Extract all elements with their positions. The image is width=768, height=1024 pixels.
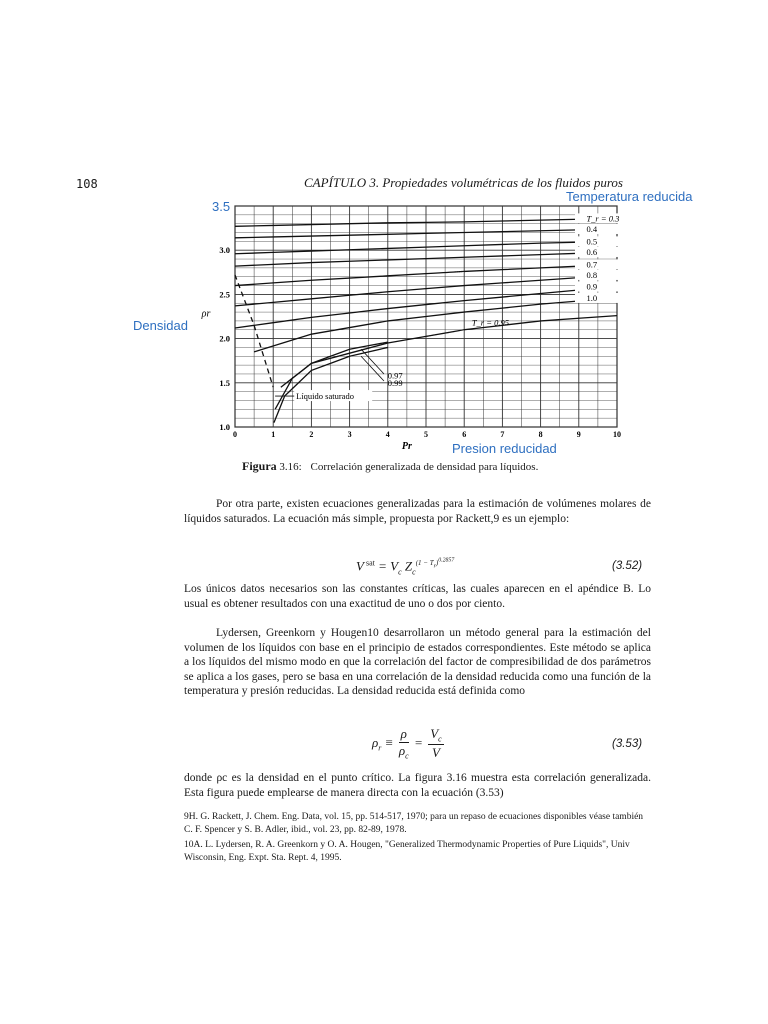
curve-1-0 xyxy=(254,298,617,352)
paragraph-4: donde ρc es la densidad en el punto crítico. La figura 3.16 muestra esta correlación generalizada. Esta figura puede emplearse de manera directa con la ecuación (3.53) xyxy=(184,772,651,799)
caption-text: Correlación generalizada de densidad para líquidos. xyxy=(310,461,539,473)
annotation-liquido-saturado: Líquido saturado xyxy=(296,391,354,402)
y-tick-label: 1.0 xyxy=(219,422,230,432)
curve-label: 0.5 xyxy=(586,236,598,247)
y-tick-label: 2.0 xyxy=(219,333,230,344)
annotation-densidad: Densidad xyxy=(133,318,188,333)
x-tick-label: 3 xyxy=(347,430,352,439)
curve-label-095: T_r = 0.95 xyxy=(471,317,509,328)
curve-label: 0.4 xyxy=(586,223,598,234)
curve-label-097: 0.97 xyxy=(387,370,403,381)
paragraph-3: Lydersen, Greenkorn y Hougen10 desarrollaron un método general para la estimación del volumen de los líquidos con base en el principio de estados correspondientes. Este método se aplica a los líquidos del mismo modo en que la correlación del factor de compresibilidad de dos parámetros se aplica a los gases, pero se basa en una correlación de la densidad reducida como una función de la temperatura y presión reducidas. La densidad reducida está definida como xyxy=(184,627,651,697)
x-tick-label: 4 xyxy=(385,430,390,439)
curve-t-r-0-95 xyxy=(281,316,617,388)
leader-099 xyxy=(361,356,384,381)
annotation-temperatura: Temperatura reducida xyxy=(566,189,693,204)
x-tick-label: 2 xyxy=(309,430,314,439)
equation-3-52: V $^{sat} = V_c$ $Z_c^{(1 - T_r)^{0.2857}}$ xyxy=(356,558,455,577)
footnote-9: 9H. G. Rackett, J. Chem. Eng. Data, vol. 15, pp. 514-517, 1970; para un repaso de ecuaciones disponibles véase también C. F. Spencer y S. B. Adler, ibid., vol. 23, pp. 82-89, 1978. xyxy=(184,812,644,835)
leader-097 xyxy=(361,349,384,374)
chart-labels xyxy=(201,213,621,452)
curve-label: 0.7 xyxy=(586,259,598,270)
equation-number-3-52: (3.52) xyxy=(612,560,643,572)
density-chart xyxy=(196,200,636,460)
annotation-top-value: 3.5 xyxy=(212,199,231,214)
x-tick-label: 0 xyxy=(233,430,237,439)
annotation-presion: Presion reducidad xyxy=(452,441,557,456)
x-tick-label: 10 xyxy=(613,430,621,439)
caption-number: 3.16: xyxy=(279,461,302,473)
curve-label: 1.0 xyxy=(586,292,598,303)
x-tick-label: 5 xyxy=(424,430,428,439)
caption-label: Figura xyxy=(242,459,277,473)
running-header: CAPÍTULO 3. Propiedades volumétricas de los fluidos puros xyxy=(304,175,623,190)
x-tick-label: 9 xyxy=(576,430,581,439)
curve-label: 0.9 xyxy=(586,281,598,292)
equation-3-53: $\rho_r$ ≡ $\frac{\rho}{\rho_c}$ = $\frac{V_c}{V}$ xyxy=(372,726,442,761)
curve-label: 0.6 xyxy=(586,246,598,257)
y-tick-label: 3.0 xyxy=(219,245,230,256)
y-tick-label: 2.5 xyxy=(219,289,230,300)
footnote-10: 10A. L. Lydersen, R. A. Greenkorn y O. A. Hougen, "Generalized Thermodynamic Properties of Pure Liquids", Univ Wisconsin, Eng. Expt. Sta. Rept. 4, 1995. xyxy=(184,840,630,863)
curve-label-099: 0.99 xyxy=(387,377,403,388)
x-tick-label: 8 xyxy=(538,430,543,439)
page-number: 108 xyxy=(76,177,98,191)
equation-number-3-53: (3.53) xyxy=(612,738,643,750)
figure-caption xyxy=(242,459,538,474)
paragraph-1: Por otra parte, existen ecuaciones generalizadas para la estimación de volúmenes molares de líquidos saturados. La ecuación más simple, propuesta por Rackett,9 es un ejemplo: xyxy=(184,498,651,525)
x-tick-label: 7 xyxy=(500,430,505,439)
x-tick-label: 1 xyxy=(271,430,276,439)
curve-label: T_r = 0.3 xyxy=(586,213,620,224)
y-tick-label: 1.5 xyxy=(219,377,230,388)
paragraph-2: Los únicos datos necesarios son las constantes críticas, las cuales aparecen en el apéndice B. Lo usual es obtener resultados con una exactitud de uno o dos por ciento. xyxy=(184,583,651,610)
x-tick-label: 6 xyxy=(462,430,467,439)
curve-label: 0.8 xyxy=(586,269,598,280)
x-axis-label: Pr xyxy=(401,441,412,452)
y-axis-label: ρr xyxy=(201,308,211,320)
